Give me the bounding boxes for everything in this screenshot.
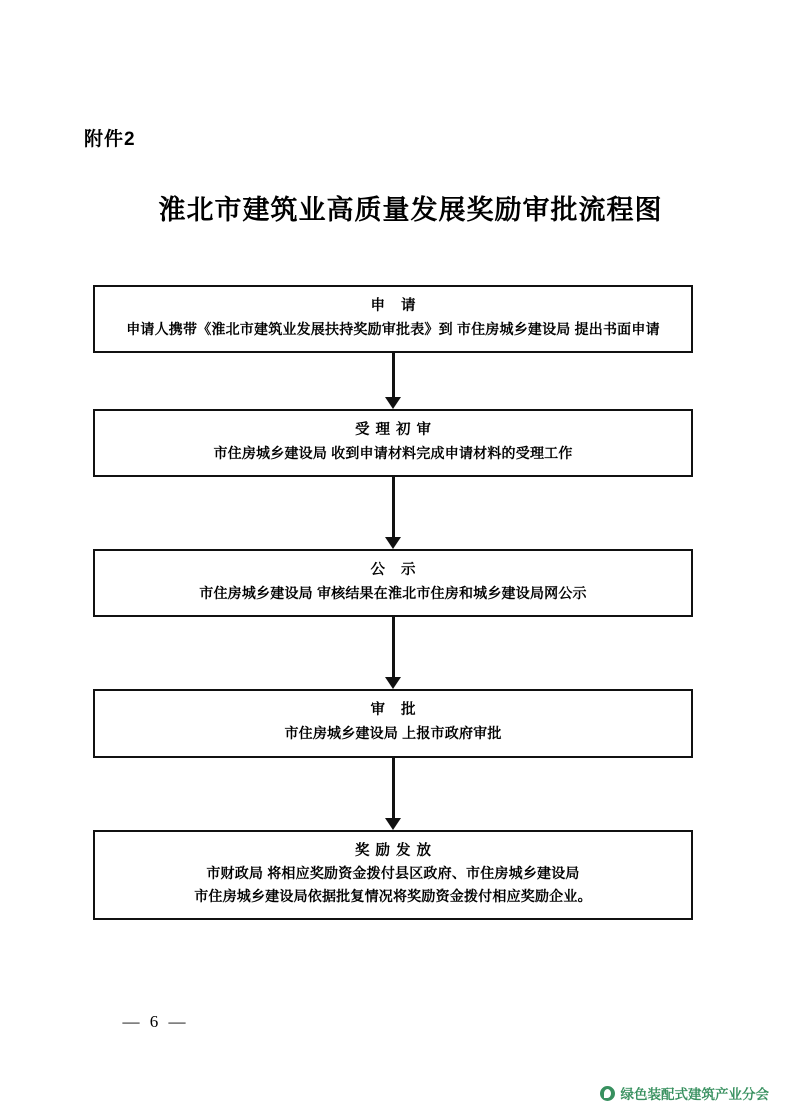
flow-node-application: [93, 285, 693, 353]
arrow-stem: [392, 477, 395, 539]
arrow-head-icon: [385, 677, 401, 689]
page-title: 淮北市建筑业高质量发展奖励审批流程图: [158, 195, 663, 225]
flow-arrow-1: [93, 353, 693, 409]
flow-arrow-4: [93, 758, 693, 830]
page-number: — 6 —: [122, 1012, 189, 1031]
flow-node-line: 申请人携带《淮北市建筑业发展扶持奖励审批表》到 市住房城乡建设局 提出书面申请: [126, 320, 660, 337]
flow-node-line: 市住房城乡建设局 上报市政府审批: [284, 725, 502, 742]
watermark: [600, 1083, 770, 1103]
flow-node-title: 奖励发放: [355, 842, 437, 859]
flow-node-line: 市住房城乡建设局依据批复情况将奖励资金拨付相应奖励企业。: [194, 887, 592, 904]
arrow-stem: [392, 617, 395, 679]
flow-node-line: 市住房城乡建设局 收到申请材料完成申请材料的受理工作: [213, 444, 573, 461]
arrow-head-icon: [385, 818, 401, 830]
arrow-head-icon: [385, 397, 401, 409]
flow-node-title: 申 请: [370, 298, 422, 314]
arrow-stem: [392, 353, 395, 399]
flow-arrow-2: [93, 477, 693, 549]
flowchart: [93, 285, 693, 920]
flow-node-approval: [93, 689, 693, 757]
flow-node-title: 受理初审: [355, 422, 437, 439]
flow-node-title: 公 示: [370, 562, 422, 579]
arrow-head-icon: [385, 537, 401, 549]
flow-node-award-disbursement: [93, 830, 693, 921]
flow-node-title: 审 批: [370, 702, 422, 719]
watermark-text: 绿色装配式建筑产业分会: [620, 1087, 769, 1102]
flow-node-acceptance-review: [93, 409, 693, 477]
leaf-badge-icon: [600, 1086, 615, 1101]
arrow-stem: [392, 758, 395, 820]
flow-arrow-3: [93, 617, 693, 689]
flow-node-publicity: [93, 549, 693, 617]
flow-node-line: 市财政局 将相应奖励资金拨付县区政府、市住房城乡建设局: [206, 865, 580, 882]
attachment-label: 附件2: [84, 129, 136, 150]
flow-node-line: 市住房城乡建设局 审核结果在淮北市住房和城乡建设局网公示: [199, 585, 587, 602]
